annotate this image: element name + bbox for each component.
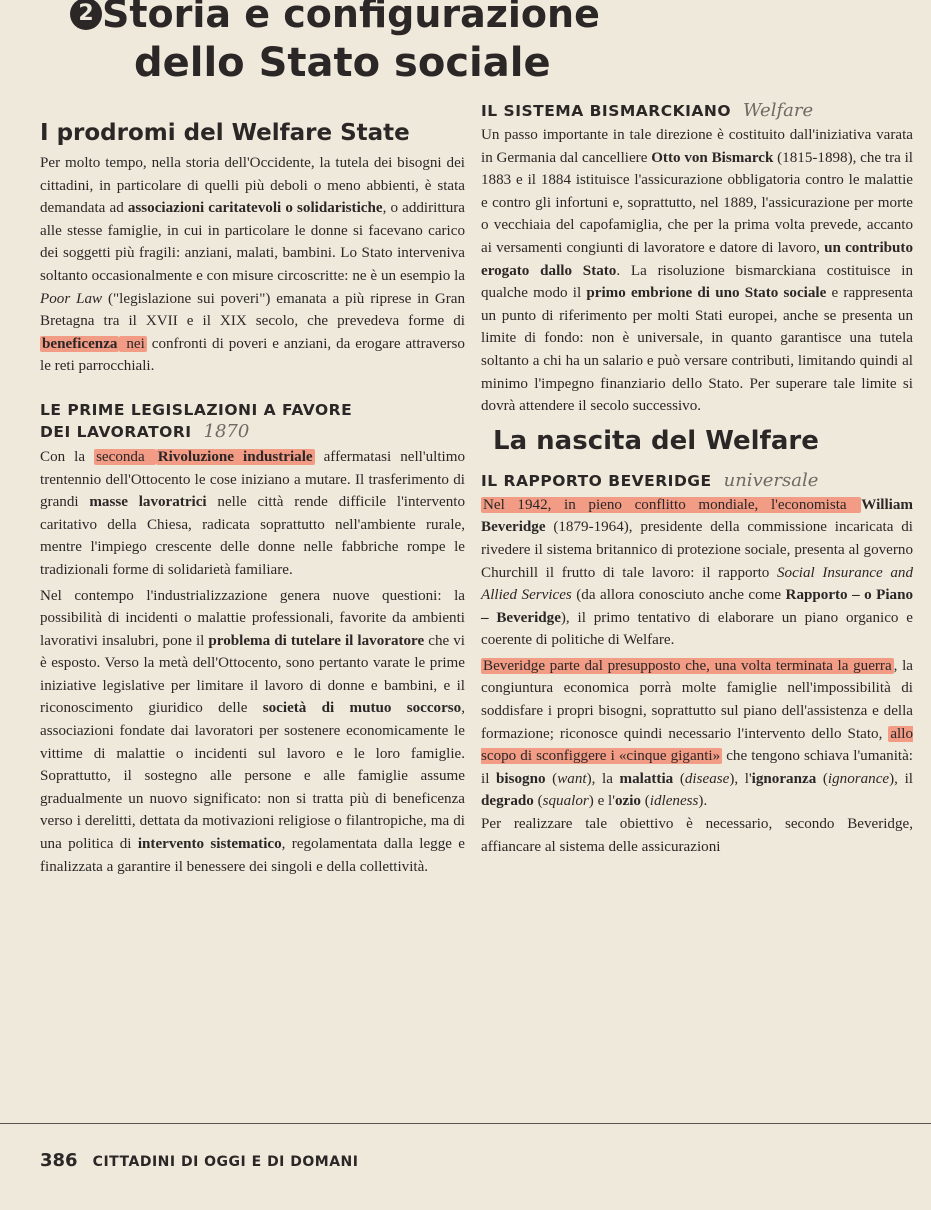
heading-prime-legislazioni-line2 (40, 421, 465, 443)
heading-rapporto-beveridge-text: IL RAPPORTO BEVERIDGE (481, 471, 712, 490)
right-column (481, 100, 913, 858)
paragraph-bismarck: Un passo importante in tale direzione è costituito dall'iniziativa varata in Germania dal cancelliere Otto von Bismarck (1815-1898), che tra il 1883 e il 1884 istituisce l'assicurazione obbligatoria contro le malattie e contro gli infortuni e, soprattutto, nel 1889, l'assicurazione per morte o vecchiaia del capofamiglia, che per la prima volta prevede, accanto ai versamenti congiunti di lavoratore e datore di lavoro, un contributo erogato dallo Stato. La risoluzione bismarckiana costituisce in qualche modo il primo embrione di uno Stato sociale e rappresenta un punto di riferimento per molti Stati europei, anche se presenta un limite di fondo: non è universale, in quanto garantisce una tutela soltanto a chi ha un salario e può versare contributi, limitando quindi al minimo l'impegno finanziario dello Stato. Per superare tale limite si dovrà attendere il secolo successivo. (481, 127, 913, 415)
paragraph-obiettivo: Per realizzare tale obiettivo è necessario, secondo Beveridge, affiancare al sistema delle assicurazioni (481, 816, 913, 855)
heading-nascita-welfare: La nascita del Welfare (493, 425, 819, 456)
heading-prime-legislazioni-text: DEI LAVORATORI (40, 422, 192, 441)
page-title-line1: Storia e configurazione (102, 0, 600, 36)
left-column (40, 120, 465, 878)
section-number-badge: 2 (70, 0, 102, 30)
page-title-line2: dello Stato sociale (134, 40, 551, 86)
paragraph-beveridge-1942: Nel 1942, in pieno conflitto mondiale, l'economista William Beveridge (1879-1964), presidente della commissione incaricata di rivedere il sistema britannico di protezione sociale, presenta al governo Churchill il frutto di tale lavoro: il rapporto Social Insurance and Allied Services (da allora conosciuto anche come Rapporto – o Piano – Beveridge), il primo tentativo di elaborare un piano organico e coerente di politiche di Welfare. (481, 496, 914, 649)
page-footer (40, 1150, 358, 1171)
heading-prime-legislazioni-line1: LE PRIME LEGISLAZIONI A FAVORE (40, 400, 353, 419)
handwritten-note-universale: universale (723, 469, 819, 491)
book-title: CITTADINI DI OGGI E DI DOMANI (92, 1154, 359, 1170)
paragraph-rivoluzione: Con la seconda Rivoluzione industriale affermatasi nell'ultimo trentennio dell'Ottocento le cose iniziano a mutare. Il trasferimento di grandi masse lavoratrici nelle città rende difficile l'intervento caritativo della Chiesa, radicata soprattutto nell'ambiente rurale, mentre l'impiego crescente delle donne nelle fabbriche rompe le tradizionali forme di solidarietà familiare. (40, 448, 465, 578)
paragraph-cinque-giganti: Beveridge parte dal presupposto che, una volta terminata la guerra , la congiuntura economica porrà molte famiglie nell'impossibilità di soddisfare i propri bisogni, soprattutto sul piano dell'assistenza e della formazione; riconosce quindi necessario l'intervento dello Stato, allo scopo di sconfiggere i «cinque giganti» che tengono schiava l'umanità: il bisogno (want), la malattia (disease), l'ignoranza (ignorance), il degrado (squalor) e l'ozio (idleness). (481, 657, 913, 810)
heading-sistema-bismarckiano-text: IL SISTEMA BISMARCKIANO (481, 102, 732, 120)
heading-prodromi: I prodromi del Welfare State (40, 120, 410, 146)
paragraph-prodromi: Per molto tempo, nella storia dell'Occidente, la tutela dei bisogni dei cittadini, in particolare di quelli più deboli o meno abbienti, è stata demandata ad associazioni caritatevoli o solidaristiche, o addirittura alle stesse famiglie, in cui in particolare le donne si facevano carico dei soggetti più fragili: anziani, malati, bambini. Lo Stato interveniva soltanto occasionalmente e con misure circoscritte: ne è un esempio la Poor Law ("legislazione sui poveri") emanata a più riprese in Gran Bretagna tra il XVII e il XIX secolo, che prevedeva forme di beneficenza nei confronti di poveri e anziani, da erogare attraverso le reti parrocchiali. (40, 155, 466, 375)
handwritten-note-1870: 1870 (203, 420, 250, 442)
heading-sistema-bismarckiano (481, 100, 913, 122)
page-number: 386 (40, 1150, 78, 1171)
heading-prime-legislazioni (40, 400, 465, 443)
footer-divider (0, 1123, 931, 1124)
heading-rapporto-beveridge (481, 470, 913, 492)
handwritten-note-welfare: Welfare (743, 100, 814, 121)
paragraph-industrializzazione: Nel contempo l'industrializzazione genera nuove questioni: la possibilità di incidenti o malattie professionali, favorite da ambienti lavorativi insalubri, pone il problema di tutelare il lavoratore che vi è esposto. Verso la metà dell'Ottocento, sono pertanto varate le prime iniziative legislative per limitare il lavoro di donne e bambini, e il riconoscimento giuridico delle società di mutuo soccorso, associazioni fondate dai lavoratori per sostenere economicamente le vittime di malattie o incidenti sul lavoro e le loro famiglie. Soprattutto, il sostegno alle persone e alle famiglie assume gradualmente un nuovo significato: non si tratta più di beneficenza verso i derelitti, dettata da motivazioni religiose o filantropiche, ma di una politica di intervento sistematico, regolamentata dalla legge e finalizzata a garantire il benessere dei singoli e della collettività. (40, 587, 465, 875)
